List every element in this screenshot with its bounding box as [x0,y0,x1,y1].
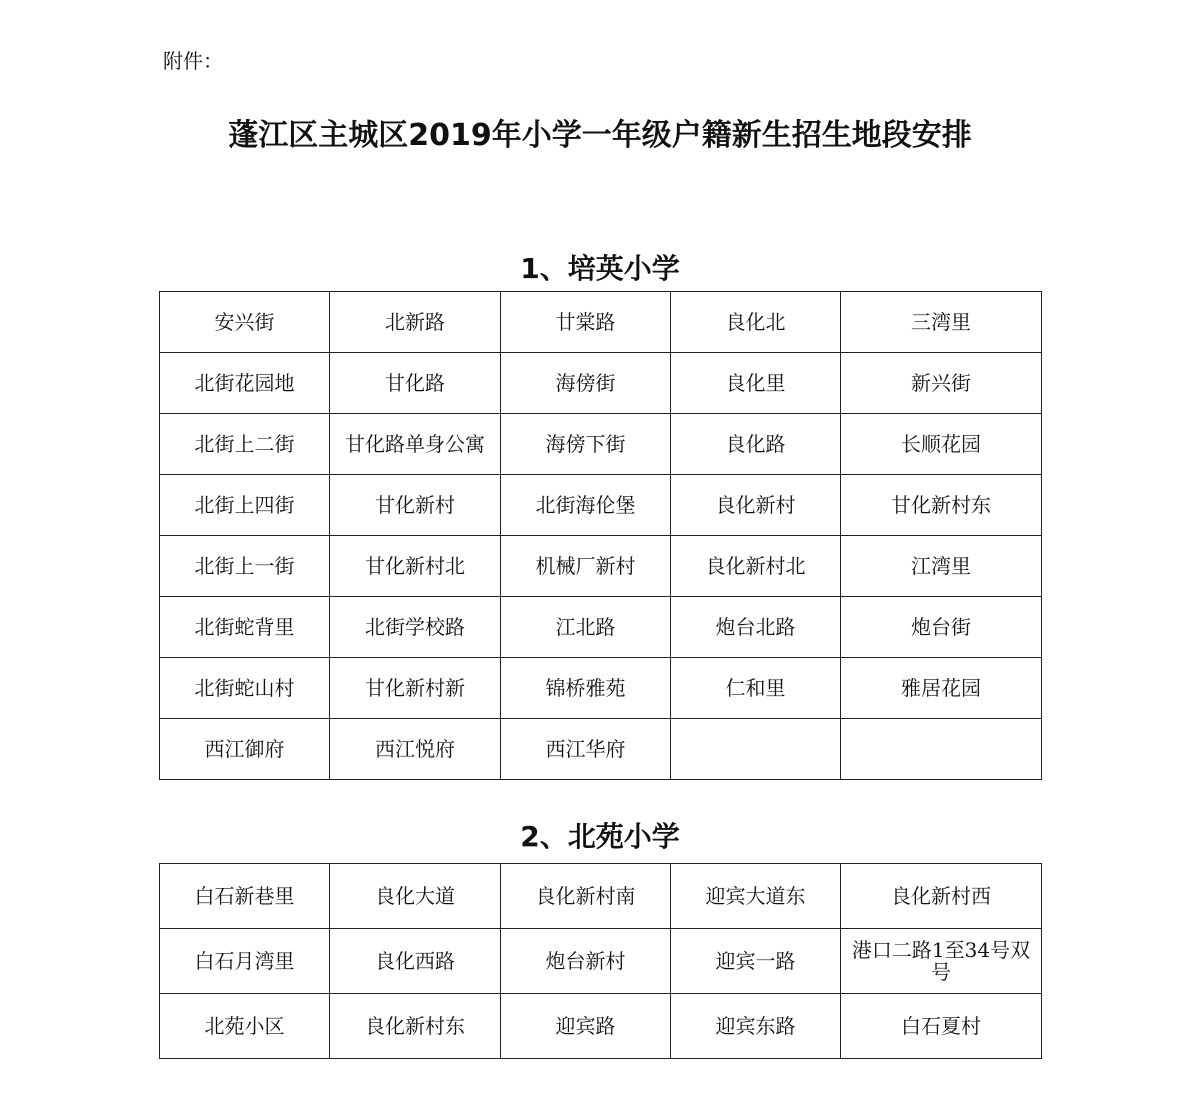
table-cell: 炮台新村 [501,929,671,994]
table-row [160,994,1042,1059]
table-row [160,719,1042,780]
table-cell: 甘化新村东 [841,475,1042,536]
table-cell: 机械厂新村 [501,536,671,597]
district-table-peiying [159,291,1042,780]
table-cell: 甘化新村 [330,475,501,536]
document-title: 蓬江区主城区2019年小学一年级户籍新生招生地段安排 [228,118,972,153]
table-cell: 白石夏村 [841,994,1042,1059]
table-cell: 北街上四街 [160,475,330,536]
table-cell: 白石月湾里 [160,929,330,994]
table-cell: 迎宾一路 [671,929,841,994]
table-cell: 锦桥雅苑 [501,658,671,719]
table-cell: 迎宾大道东 [671,864,841,929]
table-row [160,864,1042,929]
table-cell: 长顺花园 [841,414,1042,475]
table-row [160,929,1042,994]
table-cell: 江北路 [501,597,671,658]
table-cell: 北新路 [330,292,501,353]
table-cell: 安兴街 [160,292,330,353]
district-table-beiyuan [159,863,1042,1059]
table-cell [841,719,1042,780]
table-cell: 良化新村东 [330,994,501,1059]
table-row [160,658,1042,719]
table-cell: 良化新村北 [671,536,841,597]
table-cell: 良化北 [671,292,841,353]
table-row [160,597,1042,658]
table-cell: 新兴街 [841,353,1042,414]
table-cell: 北街学校路 [330,597,501,658]
table-cell: 良化新村南 [501,864,671,929]
table-cell: 良化里 [671,353,841,414]
table-cell: 江湾里 [841,536,1042,597]
table-cell: 甘化路单身公寓 [330,414,501,475]
table-cell: 甘化新村新 [330,658,501,719]
table-cell: 北街海伦堡 [501,475,671,536]
table-cell: 三湾里 [841,292,1042,353]
section-heading-peiying: 1、培英小学 [520,252,680,285]
table-cell: 良化新村 [671,475,841,536]
table-cell: 良化路 [671,414,841,475]
table-row [160,475,1042,536]
table-cell: 港口二路1至34号双号 [841,929,1042,994]
table-row [160,414,1042,475]
section-heading-beiyuan: 2、北苑小学 [520,820,680,853]
table-cell: 廿棠路 [501,292,671,353]
table-cell [671,719,841,780]
table-cell: 仁和里 [671,658,841,719]
table-cell: 炮台北路 [671,597,841,658]
attachment-label: 附件： [163,49,223,73]
table-row [160,292,1042,353]
table-cell: 北街上一街 [160,536,330,597]
table-cell: 雅居花园 [841,658,1042,719]
table-row [160,353,1042,414]
table-cell: 白石新巷里 [160,864,330,929]
table-cell: 西江御府 [160,719,330,780]
table-cell: 北街上二街 [160,414,330,475]
table-cell: 北苑小区 [160,994,330,1059]
table-cell: 西江悦府 [330,719,501,780]
table-cell: 良化西路 [330,929,501,994]
table-cell: 迎宾路 [501,994,671,1059]
table-cell: 炮台街 [841,597,1042,658]
table-cell: 迎宾东路 [671,994,841,1059]
table-row [160,536,1042,597]
table-cell: 北街蛇背里 [160,597,330,658]
table-cell: 西江华府 [501,719,671,780]
table-cell: 海傍街 [501,353,671,414]
table-cell: 良化大道 [330,864,501,929]
table-cell: 甘化路 [330,353,501,414]
table-cell: 海傍下街 [501,414,671,475]
table-cell: 北街蛇山村 [160,658,330,719]
table-cell: 良化新村西 [841,864,1042,929]
table-cell: 甘化新村北 [330,536,501,597]
table-cell: 北街花园地 [160,353,330,414]
